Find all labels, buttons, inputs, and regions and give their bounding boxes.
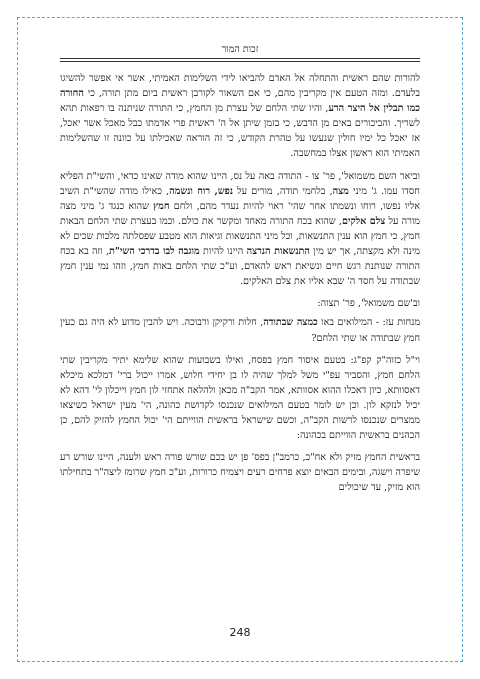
bold-phrase: החורה כמו תבלין אל היצר הרע (60, 88, 420, 115)
paragraph (60, 450, 420, 495)
text-run: , והיו שתי הלחם של עצרת מן החמץ, כי התורה שניתנה בו רפאות תהא לשריך. והביכורים באים מן הדבש, כי בזמן שיתן אל ה' ראשית פרי אדמתו כבל מאכל אשר יאכל, אז יאכל כל ימיו חולין שנעשו על טהרת הקודש, כי זה הוראה שאכילתו על כוונה זו שהשלימות האמיתי הוא ראשון אצלו במחשבה. (60, 103, 420, 160)
bold-phrase: התנשאות הנרצה (246, 246, 310, 258)
text-run: וי"ל כזוה"ק קפ"ג: בטעם איסור חמץ בפסח, ואילו בשבועות שהוא שלימא יתיר מקריבין שתי הלחם חמץ, והסביר עפ"י משל למלך שהיה לו בן יחידי חלוש, אמרו ייכול ברי' דמלכא מיכלא דאסוותא, כיון דאכלו ההוא אסוותא, אמר הקב"ה מכאן ולהלאה אתחזי לון חמץ וייכלון לי' דהא לא יכיל לנזקא לון. וכן יש לומר בטעם המילואים שנכנסו לקדושת כהונה, הי' מעין ישראל כשיצאו ממצרים שנכנסו לרשות הקב"ה, וכשם שישראל בראשית הווייתם הי' יכול החמץ להזיק להם, כן הכהנים בראשית הווייתם בכהונה: (60, 354, 420, 442)
text-run: להורות שהם ראשית והתחלה אל האדם להביאו לידי השלימות האמיתי, אשר אי אפשר להשיגו בלעדם. ומזה הטעם אין מקריבין מהם, כי אם השאור לקורבן ראשית ביום מתן תורה, כי (60, 73, 420, 100)
text-run: בראשית החמץ מזיק ולא אח"כ, כרמב"ן בפס' פן יש בכם שורש פורה ראש ולענה, היינו שורש רע שיפרה וישגה, ובימים הבאים יוצא פרחים רעים ויצמיח כרורות, וע"כ חמץ שרומז ליצה"ר בתחילתו הוא מזיק, עד שיכולים (60, 452, 420, 494)
body-text (60, 71, 420, 502)
header-rule (60, 58, 420, 59)
bold-phrase: מוגבה לבו בדרכי השי"ת (109, 246, 200, 258)
text-run: שהוא כנגד ג' מיני מצה מורה על (60, 200, 420, 227)
text-run: היינו להיות (199, 246, 247, 258)
text-run: וביאר השם משמואל', פר' צו - התודה באה על נס, היינו שהוא מודה שאינו כדאי, והשי"ת הפליא חסדו עמו. ג' מיני (60, 170, 420, 197)
page-number: 248 (229, 626, 251, 639)
paragraph (60, 353, 420, 444)
bold-phrase: צלם אלקים (341, 215, 386, 227)
bold-phrase: חמץ (153, 200, 170, 212)
paragraph (60, 296, 420, 311)
paragraph (60, 169, 420, 290)
paragraph (60, 315, 420, 345)
header-rule-thin (60, 61, 420, 62)
text-run: מנחות עז: - המילואים באו (317, 317, 421, 329)
text-run: , שהוא בכח התורה מאחד ומקשר את כולם. וכמו בעצרת שתי הלחם הבאות חמץ, כי חמץ הוא ענין התנשאות, וכל מיני התנשאות וגיאות הוא מטבע שפסלתה מלכות שכים לא מינה ולא מקצתה, אך יש מין (60, 215, 420, 258)
bold-phrase: כמצה שבתודה (263, 317, 318, 329)
bold-phrase: נפש, רוח ונשמה (169, 185, 234, 197)
text-run: , חלות ורקיקן ורבוכה. ויש להבין מדוע לא היה גם כעין חמץ שבתודה או שתי הלחם? (60, 317, 420, 344)
text-run: , וזה בא בכח התורה שנותנת רגש חיים ונשיאת ראש להאדם, וע"כ שתי הלחם באות חמץ, וזהו נמי ענין חמץ שבתודה על חסד ה' שבא אליו את צלם האלקים. (60, 246, 420, 288)
bold-phrase: מצה (332, 185, 349, 197)
text-run: וב'שם משמואל', פר' תצוה: (317, 298, 420, 310)
paragraph (60, 71, 420, 162)
running-header (60, 44, 420, 62)
header-title: זכות המור (221, 44, 259, 55)
text-run: , בלחמי תודה, מורים על (233, 185, 333, 197)
text-run: , כאילו מודה שהשי"ת השיב אליו נפשו, רוחו ונשמתו אחר שהי' ראוי להיות נעדר מהם, ולחם (60, 185, 421, 212)
